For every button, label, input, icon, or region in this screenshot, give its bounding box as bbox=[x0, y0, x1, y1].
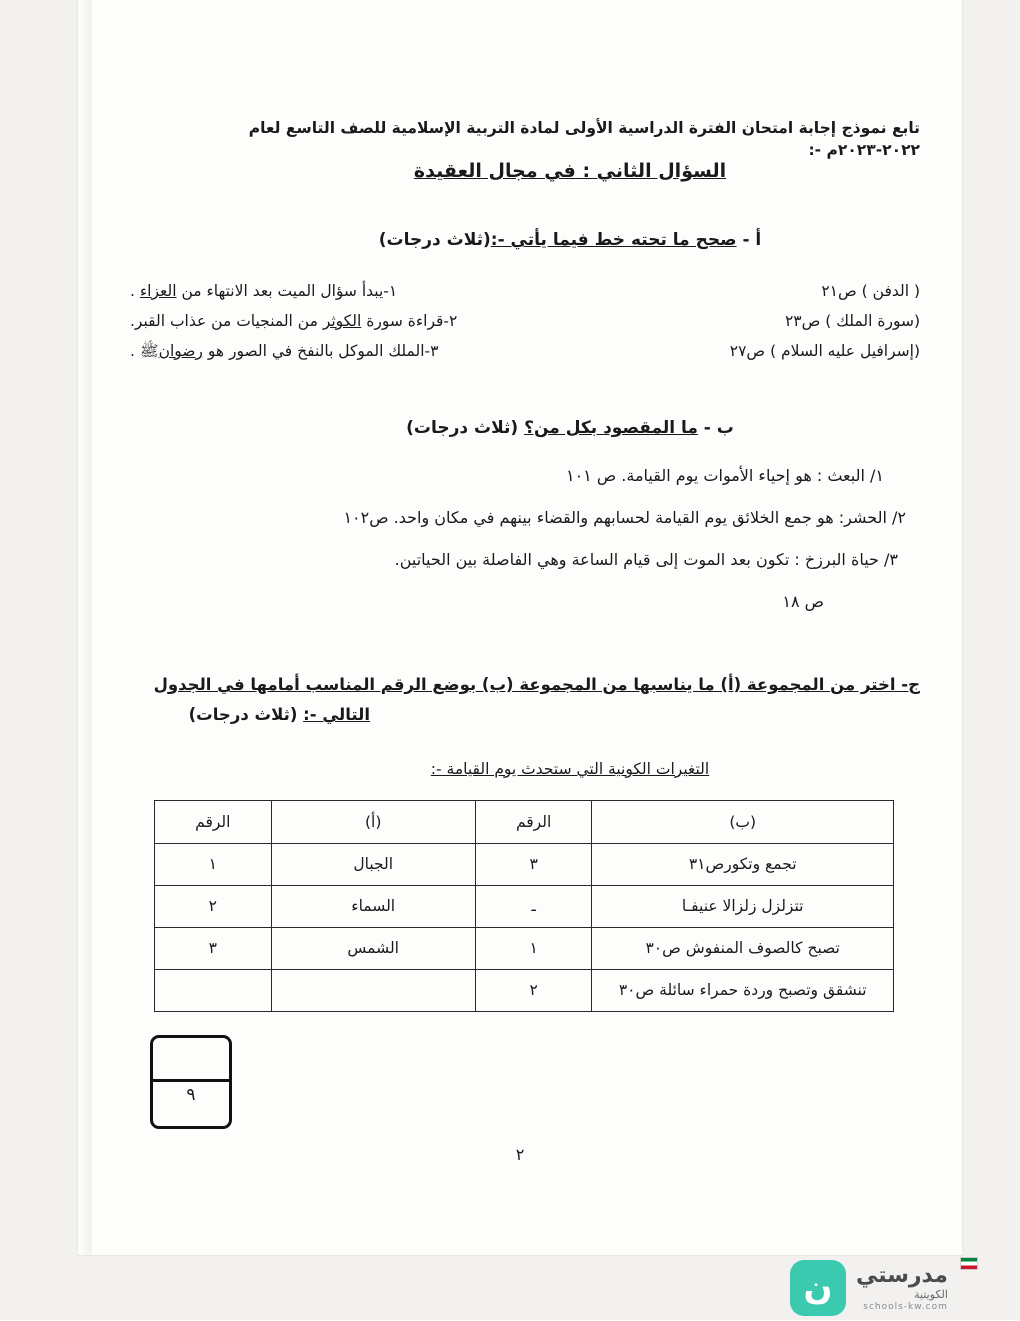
table-row bbox=[155, 844, 894, 886]
section-c-line2-wrap bbox=[130, 700, 920, 730]
brand-subtitle bbox=[856, 1289, 948, 1301]
cell-b: تصبح كالصوف المنفوش ص٣٠ bbox=[592, 928, 894, 970]
section-b-heading bbox=[220, 418, 920, 438]
header-num-a: الرقم bbox=[155, 801, 272, 844]
section-b-label: ب - bbox=[697, 418, 734, 438]
item-underlined-word: رضوان bbox=[158, 342, 203, 360]
table-row bbox=[155, 886, 894, 928]
cell-b: تتزلزل زلزالا عنيفـا bbox=[592, 886, 894, 928]
answer-value: ( الدفن ) ص٢١ bbox=[821, 282, 920, 300]
cell-num-b: ـ bbox=[475, 886, 592, 928]
table-header-row bbox=[155, 801, 894, 844]
score-box-divider bbox=[153, 1079, 229, 1082]
list-item: ١/ البعث : هو إحياء الأموات يوم القيامة. ص ١٠١ bbox=[565, 466, 884, 485]
section-b-instruction: ما المقصود بكل من؟ bbox=[524, 418, 698, 438]
cell-num-a: ٣ bbox=[155, 928, 272, 970]
table-row bbox=[155, 970, 894, 1012]
item-text-before: -قراءة سورة bbox=[361, 312, 450, 330]
section-b-marks: (ثلاث درجات) bbox=[406, 418, 525, 438]
cell-num-b: ١ bbox=[475, 928, 592, 970]
item-number: ١ bbox=[388, 282, 398, 300]
table-caption: التغيرات الكونية التي ستحدث يوم القيامة -: bbox=[430, 760, 710, 778]
cell-num-b: ٢ bbox=[475, 970, 592, 1012]
section-a-label: أ - bbox=[736, 230, 762, 250]
brand-logo-glyph: ن bbox=[803, 1268, 833, 1308]
section-c-marks: (ثلاث درجات) bbox=[188, 705, 304, 724]
item-text-after: من المنجيات من عذاب القبر. bbox=[130, 312, 323, 330]
item-text-before: -الملك الموكل بالنفخ في الصور هو bbox=[202, 342, 431, 360]
section-c-line2: التالي -: bbox=[303, 705, 370, 724]
cell-a bbox=[271, 970, 475, 1012]
score-box bbox=[150, 1035, 232, 1129]
section-c-line1: ج- اختر من المجموعة (أ) ما يناسبها من المجموعة (ب) بوضع الرقم المناسب أمامها في الجدول bbox=[153, 675, 920, 694]
list-item bbox=[130, 276, 920, 306]
brand-url: schools-kw.com bbox=[863, 1301, 948, 1312]
cell-a: الشمس bbox=[271, 928, 475, 970]
list-item: ص ١٨ bbox=[782, 592, 824, 611]
brand-name: مدرستي bbox=[856, 1262, 948, 1288]
section-a-instruction: صحح ما تحته خط فيما يأتي -: bbox=[490, 230, 737, 250]
item-underlined-word: الكوثر bbox=[322, 312, 362, 330]
item-number: ٢ bbox=[449, 312, 458, 330]
cell-a: الجبال bbox=[271, 844, 475, 886]
header-col-a: (أ) bbox=[271, 801, 475, 844]
section-c-heading bbox=[130, 670, 920, 730]
brand-text bbox=[856, 1264, 948, 1312]
answer-value: (إسرافيل عليه السلام ) ص٢٧ bbox=[729, 342, 920, 360]
watermark-brand bbox=[790, 1255, 990, 1321]
cell-b: تجمع وتكورص٣١ bbox=[592, 844, 894, 886]
list-item bbox=[130, 306, 920, 336]
header-col-b: (ب) bbox=[592, 801, 894, 844]
list-item: ٢/ الحشر: هو جمع الخلائق يوم القيامة لحسابهم والقضاء بينهم في مكان واحد. ص١٠٢ bbox=[343, 508, 906, 527]
item-text-after: ﷺ . bbox=[130, 342, 159, 360]
document-header: تابع نموذج إجابة امتحان الفترة الدراسية الأولى لمادة التربية الإسلامية للصف التاسع لعام ٢٠٢٢-٢٠٢٣م -: bbox=[248, 119, 920, 159]
brand-logo-icon bbox=[790, 1260, 846, 1316]
item-text-before: -يبدأ سؤال الميت بعد الانتهاء من bbox=[176, 282, 389, 300]
matching-table bbox=[154, 800, 894, 1012]
cell-b: تنشقق وتصبح وردة حمراء سائلة ص٣٠ bbox=[592, 970, 894, 1012]
table-row bbox=[155, 928, 894, 970]
brand-subtitle-text: الكويتية bbox=[914, 1288, 948, 1302]
answer-value: (سورة الملك ) ص٢٣ bbox=[784, 312, 920, 330]
cell-num-a: ٢ bbox=[155, 886, 272, 928]
item-number: ٣ bbox=[430, 342, 439, 360]
section-a-items bbox=[130, 276, 920, 366]
document-content bbox=[78, 0, 962, 1255]
list-item bbox=[130, 336, 920, 366]
page-title bbox=[220, 160, 920, 182]
question-text bbox=[130, 276, 413, 306]
item-text-after: . bbox=[130, 282, 140, 300]
section-b-items bbox=[160, 455, 920, 623]
question-text bbox=[130, 336, 454, 366]
section-a-marks: (ثلاث درجات) bbox=[378, 230, 491, 250]
item-underlined-word: العزاء bbox=[139, 282, 177, 300]
score-value: ٩ bbox=[186, 1085, 196, 1105]
kuwait-flag-icon bbox=[960, 1257, 978, 1270]
question-text bbox=[130, 306, 473, 336]
question-title-prefix: السؤال الثاني : bbox=[575, 160, 727, 182]
list-item: ٣/ حياة البرزخ : تكون بعد الموت إلى قيام الساعة وهي الفاصلة بين الحياتين. bbox=[394, 550, 898, 569]
page-number: ٢ bbox=[515, 1145, 525, 1164]
cell-num-b: ٣ bbox=[475, 844, 592, 886]
section-a-heading bbox=[220, 230, 920, 250]
cell-a: السماء bbox=[271, 886, 475, 928]
cell-num-a bbox=[155, 970, 272, 1012]
question-title-suffix: في مجال العقيدة bbox=[413, 160, 576, 182]
header-num-b: الرقم bbox=[475, 801, 592, 844]
cell-num-a: ١ bbox=[155, 844, 272, 886]
